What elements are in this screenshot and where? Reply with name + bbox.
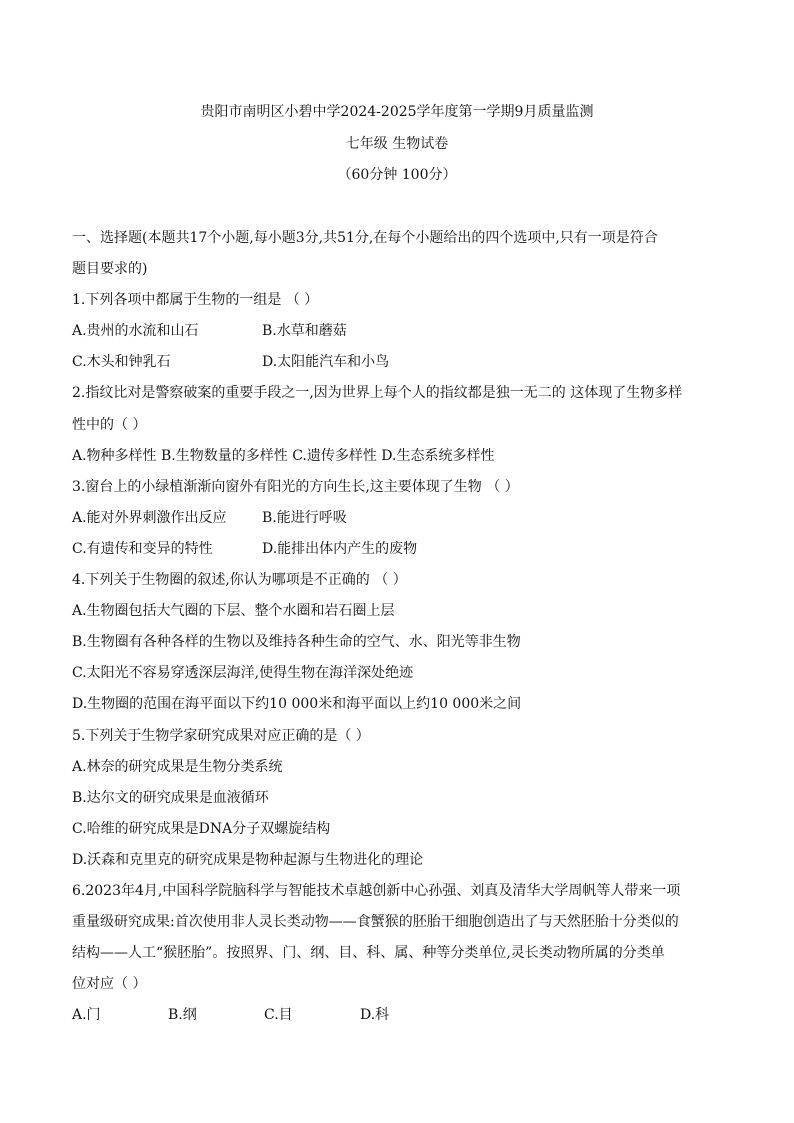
exam-subtitle: 七年级 生物试卷	[345, 136, 449, 152]
question-5-option-b: B.达尔文的研究成果是血液循环	[72, 789, 269, 806]
question-6-option-c: C.目	[264, 1007, 293, 1024]
question-3-option-d: D.能排出体内产生的废物	[262, 540, 418, 557]
question-3-options-row2	[72, 534, 722, 565]
question-1-option-a: A.贵州的水流和山石	[72, 323, 199, 340]
question-5-stem: 5.下列关于生物学家研究成果对应正确的是（ ）	[72, 727, 370, 744]
question-6-option-a: A.门	[72, 1007, 101, 1024]
question-1-option-c: C.木头和钟乳石	[72, 354, 171, 371]
question-1-stem: 1.下列各项中都属于生物的一组是 （ ）	[72, 292, 319, 309]
question-6-stem-line3: 结构——人工“猴胚胎”。按照界、门、纲、目、科、属、种等分类单位,灵长类动物所属的分类单	[72, 945, 665, 962]
section-heading-line1: 一、选择题(本题共17个小题,每小题3分,共51分,在每个小题给出的四个选项中,只有一项是符合	[72, 230, 658, 246]
question-2-options: A.物种多样性 B.生物数量的多样性 C.遗传多样性 D.生态系统多样性	[72, 447, 495, 464]
question-6-options	[72, 1000, 722, 1031]
question-3-options-row1	[72, 503, 722, 534]
question-5-option-c: C.哈维的研究成果是DNA分子双螺旋结构	[72, 820, 331, 837]
question-6-stem-line1: 6.2023年4月,中国科学院脑科学与智能技术卓越创新中心孙强、刘真及清华大学周帆等人带来一项	[72, 882, 681, 899]
question-1-option-d: D.太阳能汽车和小鸟	[262, 354, 390, 371]
question-2-stem-line1: 2.指纹比对是警察破案的重要手段之一,因为世界上每个人的指纹都是独一无二的 这体现了生物多样	[72, 385, 683, 402]
question-2-stem-line2: 性中的（ ）	[72, 416, 147, 433]
question-5-option-d: D.沃森和克里克的研究成果是物种起源与生物进化的理论	[72, 851, 424, 868]
question-3-stem: 3.窗台上的小绿植渐渐向窗外有阳光的方向生长,这主要体现了生物 （ ）	[72, 478, 519, 495]
exam-title: 贵阳市南明区小碧中学2024-2025学年度第一学期9月质量监测	[200, 104, 594, 120]
question-5-option-a: A.林奈的研究成果是生物分类系统	[72, 758, 283, 775]
exam-time-score: （60分钟 100分）	[337, 167, 457, 183]
question-6-option-d: D.科	[360, 1007, 390, 1024]
question-4-option-b: B.生物圈有各种各样的生物以及维持各种生命的空气、水、阳光等非生物	[72, 634, 521, 651]
question-1-option-b: B.水草和蘑菇	[262, 323, 347, 340]
question-4-option-d: D.生物圈的范围在海平面以下约10 000米和海平面以上约10 000米之间	[72, 696, 522, 713]
question-1-options-row1	[72, 316, 722, 347]
question-6-stem-line4: 位对应（ ）	[72, 976, 147, 993]
question-body	[72, 223, 722, 1031]
question-4-option-a: A.生物圈包括大气圈的下层、整个水圈和岩石圈上层	[72, 603, 395, 620]
question-3-option-c: C.有遗传和变异的特性	[72, 540, 213, 557]
question-3-option-a: A.能对外界刺激作出反应	[72, 509, 227, 526]
question-4-option-c: C.太阳光不容易穿透深层海洋,使得生物在海洋深处绝迹	[72, 665, 414, 682]
section-heading-line2: 题目要求的)	[72, 261, 148, 278]
question-3-option-b: B.能进行呼吸	[262, 509, 347, 526]
question-1-options-row2	[72, 347, 722, 378]
question-6-stem-line2: 重量级研究成果:首次使用非人灵长类动物——食蟹猴的胚胎干细胞创造出了与天然胚胎十分类似的	[72, 914, 679, 931]
question-4-stem: 4.下列关于生物圈的叙述,你认为哪项是不正确的 （ ）	[72, 572, 407, 589]
question-6-option-b: B.纲	[168, 1007, 197, 1024]
